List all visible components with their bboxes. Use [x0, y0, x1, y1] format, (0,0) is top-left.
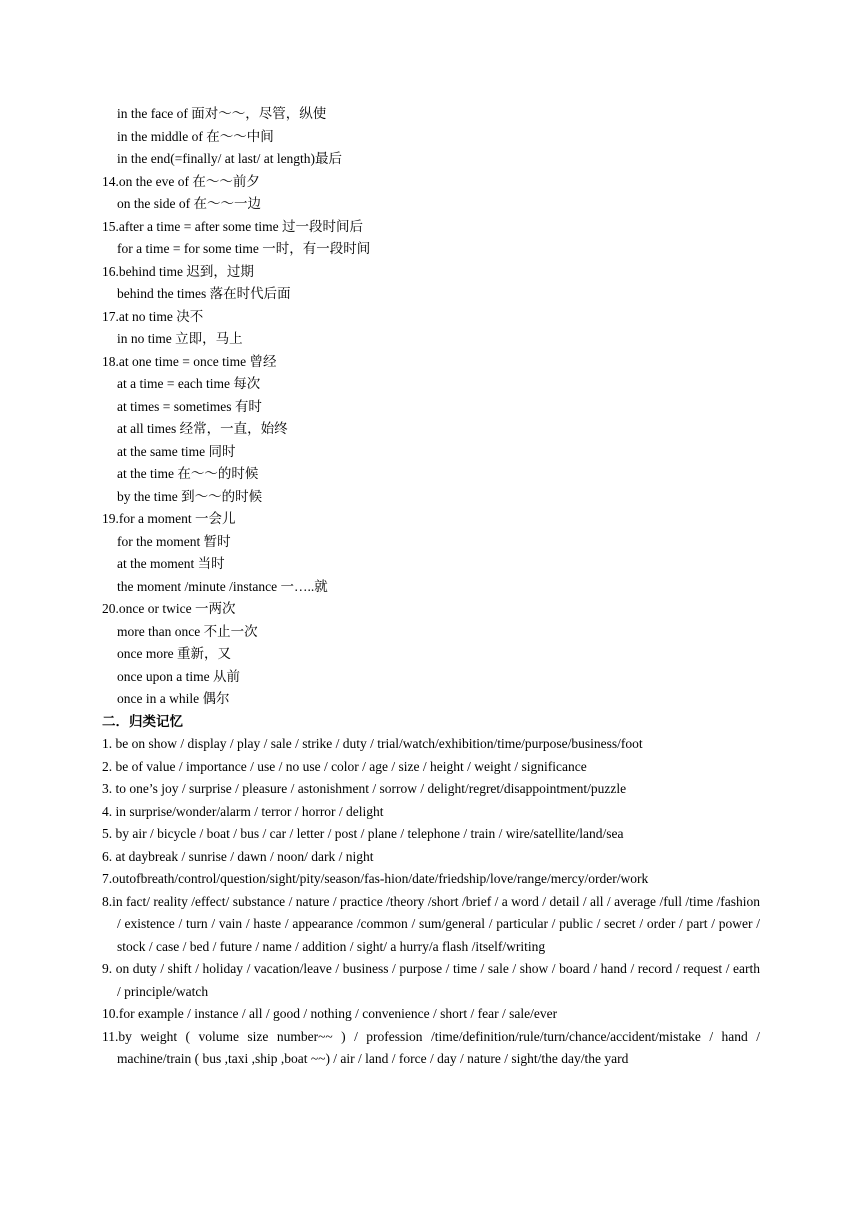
phrase-line: at times = sometimes 有时: [117, 398, 262, 414]
category-item: 8.in fact/ reality /effect/ substance / nature / practice /theory /short /brief / a word / detail / all / average /full /time /fashion / existence / turn / vain / haste / appearance /common / sum/general / particular / public / secret / order / part / power / stock / case / bed / future / name / addition / sight/ a hurry/a flash /itself/writing: [102, 893, 760, 954]
phrase-line: 19.for a moment 一会儿: [102, 511, 236, 526]
category-item: 3. to one’s joy / surprise / pleasure / astonishment / sorrow / delight/regret/disappointment/puzzle: [102, 781, 627, 796]
category-item: 10.for example / instance / all / good / nothing / convenience / short / fear / sale/ever: [102, 1006, 558, 1021]
phrase-line: in the end(=finally/ at last/ at length)最后: [117, 151, 343, 166]
category-item: 11.by weight ( volume size number~~ ) / profession /time/definition/rule/turn/chance/accident/mistake / hand / machine/train ( bus ,taxi ,ship ,boat ~~) / air / land / force / day / nature / sight/the day/the yard: [102, 1028, 760, 1066]
phrase-line: once in a while 偶尔: [117, 691, 230, 706]
phrase-line: at the moment 当时: [117, 556, 225, 571]
phrase-line: for the moment 暂时: [117, 533, 231, 549]
category-item: 5. by air / bicycle / boat / bus / car / letter / post / plane / telephone / train / wire/satellite/land/sea: [102, 826, 624, 841]
category-item: 1. be on show / display / play / sale / strike / duty / trial/watch/exhibition/time/purpose/business/foot: [102, 736, 643, 751]
phrase-line: 17.at no time 决不: [102, 308, 204, 324]
phrase-line: behind the times 落在时代后面: [117, 286, 291, 301]
category-item: 6. at daybreak / sunrise / dawn / noon/ dark / night: [102, 848, 374, 864]
phrase-line: 14.on the eve of 在～～前夕: [102, 173, 260, 189]
phrase-line: in the middle of 在～～中间: [117, 128, 274, 144]
document-content: [102, 103, 760, 1071]
phrase-line: at a time = each time 每次: [117, 376, 261, 391]
phrase-line: for a time = for some time 一时，有一段时间: [117, 241, 371, 256]
category-item: 9. on duty / shift / holiday / vacation/leave / business / purpose / time / sale / show / board / hand / record / request / earth / principle/watch: [102, 961, 760, 999]
phrase-line: 20.once or twice 一两次: [102, 601, 236, 616]
section-heading: 二．归类记忆: [102, 713, 183, 729]
phrase-line: in no time 立即，马上: [117, 331, 243, 346]
phrase-line: the moment /minute /instance 一…..就: [117, 578, 328, 594]
phrase-line: once upon a time 从前: [117, 668, 240, 684]
phrase-line: 16.behind time 迟到，过期: [102, 263, 254, 279]
category-item: 2. be of value / importance / use / no use / color / age / size / height / weight / significance: [102, 758, 587, 774]
phrase-line: at all times 经常，一直，始终: [117, 421, 288, 436]
phrase-line: at the time 在～～的时候: [117, 466, 259, 481]
phrase-line: at the same time 同时: [117, 443, 236, 459]
phrase-line: more than once 不止一次: [117, 623, 258, 639]
phrase-line: once more 重新，又: [117, 646, 231, 661]
category-item: 4. in surprise/wonder/alarm / terror / horror / delight: [102, 803, 384, 819]
phrase-line: in the face of 面对～～，尽管，纵使: [117, 106, 327, 121]
phrase-line: by the time 到～～的时候: [117, 488, 263, 504]
phrase-line: 18.at one time = once time 曾经: [102, 353, 277, 369]
phrase-line: 15.after a time = after some time 过一段时间后: [102, 218, 364, 234]
phrase-line: on the side of 在～～一边: [117, 196, 261, 211]
category-item: 7.outofbreath/control/question/sight/pity/season/fas-hion/date/friedship/love/range/mercy/order/work: [102, 871, 649, 886]
